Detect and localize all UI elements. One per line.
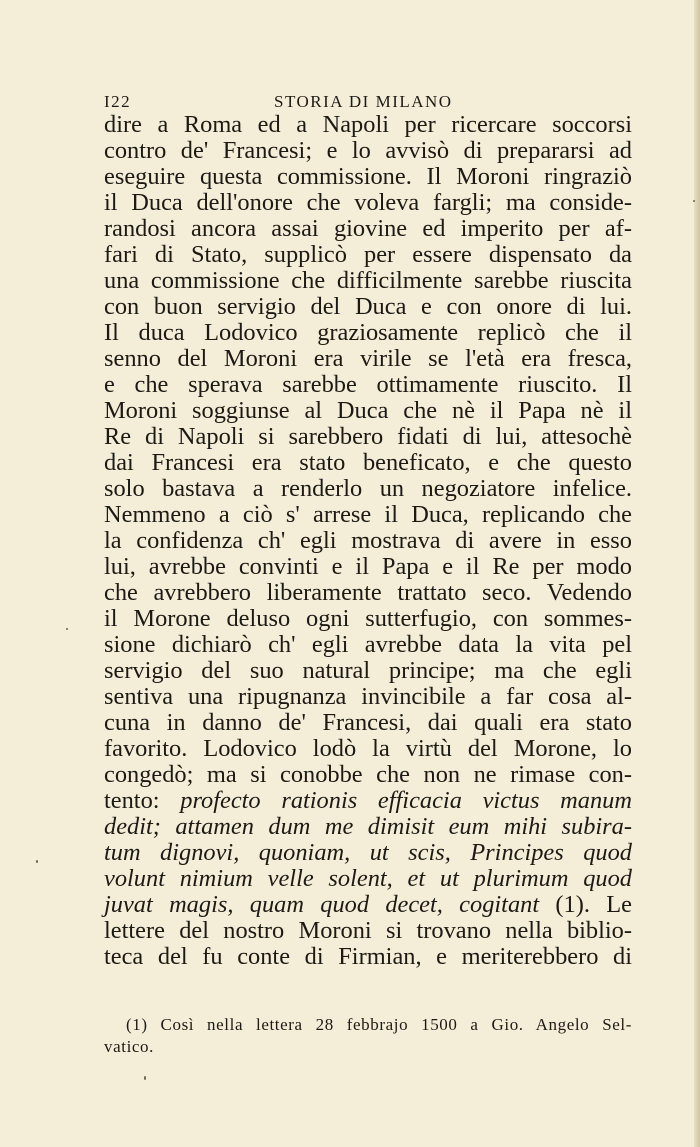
body-text xyxy=(104,112,632,970)
text-line-latin-start xyxy=(104,788,632,814)
text-line: eseguire questa commissione. Il Moroni ringraziò xyxy=(104,163,632,190)
text-line: lettere del nostro Moroni si trovano nella biblio- xyxy=(104,917,632,944)
text-line: con buon servigio del Duca e con onore di lui. xyxy=(104,293,632,320)
text-line: e che sperava sarebbe ottimamente riuscito. Il xyxy=(104,371,632,398)
page-edge xyxy=(694,0,700,1147)
plain-text: tento: xyxy=(104,787,181,814)
latin-quote-line: volunt nimium velle solent, et ut plurimum quod xyxy=(104,865,632,892)
text-line: teca del fu conte di Firmian, e meriterebbero di xyxy=(104,943,632,970)
text-line: Il duca Lodovico graziosamente replicò che il xyxy=(104,319,632,346)
running-title: STORIA DI MILANO xyxy=(274,92,453,111)
latin-quote-line: tum dignovi, quoniam, ut scis, Principes quod xyxy=(104,839,632,866)
text-line: sione dichiarò ch' egli avrebbe data la vita pel xyxy=(104,631,632,658)
footnote xyxy=(104,1014,632,1058)
text-line: Nemmeno a ciò s' arrese il Duca, replicando che xyxy=(104,501,632,528)
text-line: dai Francesi era stato beneficato, e che questo xyxy=(104,449,632,476)
text-line: solo bastava a renderlo un negoziatore infelice. xyxy=(104,475,632,502)
latin-quote: juvat magis, quam quod decet, cogitant xyxy=(104,891,540,918)
text-line: cuna in danno de' Francesi, dai quali era stato xyxy=(104,709,632,736)
ink-speck xyxy=(36,860,38,863)
latin-quote-line: dedit; attamen dum me dimisit eum mihi subira- xyxy=(104,813,632,840)
text-line: servigio del suo natural principe; ma che egli xyxy=(104,657,632,684)
text-line: la confidenza ch' egli mostrava di avere in esso xyxy=(104,527,632,554)
text-line: congedò; ma si conobbe che non ne rimase con- xyxy=(104,761,632,788)
page-number: I22 xyxy=(104,92,132,111)
text-line: una commissione che difficilmente sarebbe riuscita xyxy=(104,267,632,294)
ink-speck xyxy=(66,628,68,630)
text-line: favorito. Lodovico lodò la virtù del Morone, lo xyxy=(104,735,632,762)
text-line: fari di Stato, supplicò per essere dispensato da xyxy=(104,241,632,268)
text-line: il Morone deluso ogni sutterfugio, con sommes- xyxy=(104,605,632,632)
text-line: sentiva una ripugnanza invincibile a far cosa al- xyxy=(104,683,632,710)
text-line: Re di Napoli si sarebbero fidati di lui, attesochè xyxy=(104,423,632,450)
latin-quote: profecto rationis efficacia victus manum xyxy=(180,787,632,814)
text-line-latin-end xyxy=(104,892,632,918)
footnote-line: (1) Così nella lettera 28 febbrajo 1500 a Gio. Angelo Sel- xyxy=(126,1015,632,1034)
text-line: randosi ancora assai giovine ed imperito per af- xyxy=(104,215,632,242)
text-line: che avrebbero liberamente trattato seco. Vedendo xyxy=(104,579,632,606)
ink-speck xyxy=(144,1076,146,1080)
footnote-reference: (1). Le xyxy=(539,891,632,918)
text-line: senno del Moroni era virile se l'età era fresca, xyxy=(104,345,632,372)
text-line: lui, avrebbe convinti e il Papa e il Re per modo xyxy=(104,553,632,580)
ink-speck xyxy=(693,200,695,202)
text-line: il Duca dell'onore che voleva fargli; ma conside- xyxy=(104,189,632,216)
text-line: contro de' Francesi; e lo avvisò di prepararsi ad xyxy=(104,137,632,164)
text-line: Moroni soggiunse al Duca che nè il Papa nè il xyxy=(104,397,632,424)
text-line: dire a Roma ed a Napoli per ricercare soccorsi xyxy=(104,111,632,138)
footnote-line: vatico. xyxy=(104,1037,154,1056)
